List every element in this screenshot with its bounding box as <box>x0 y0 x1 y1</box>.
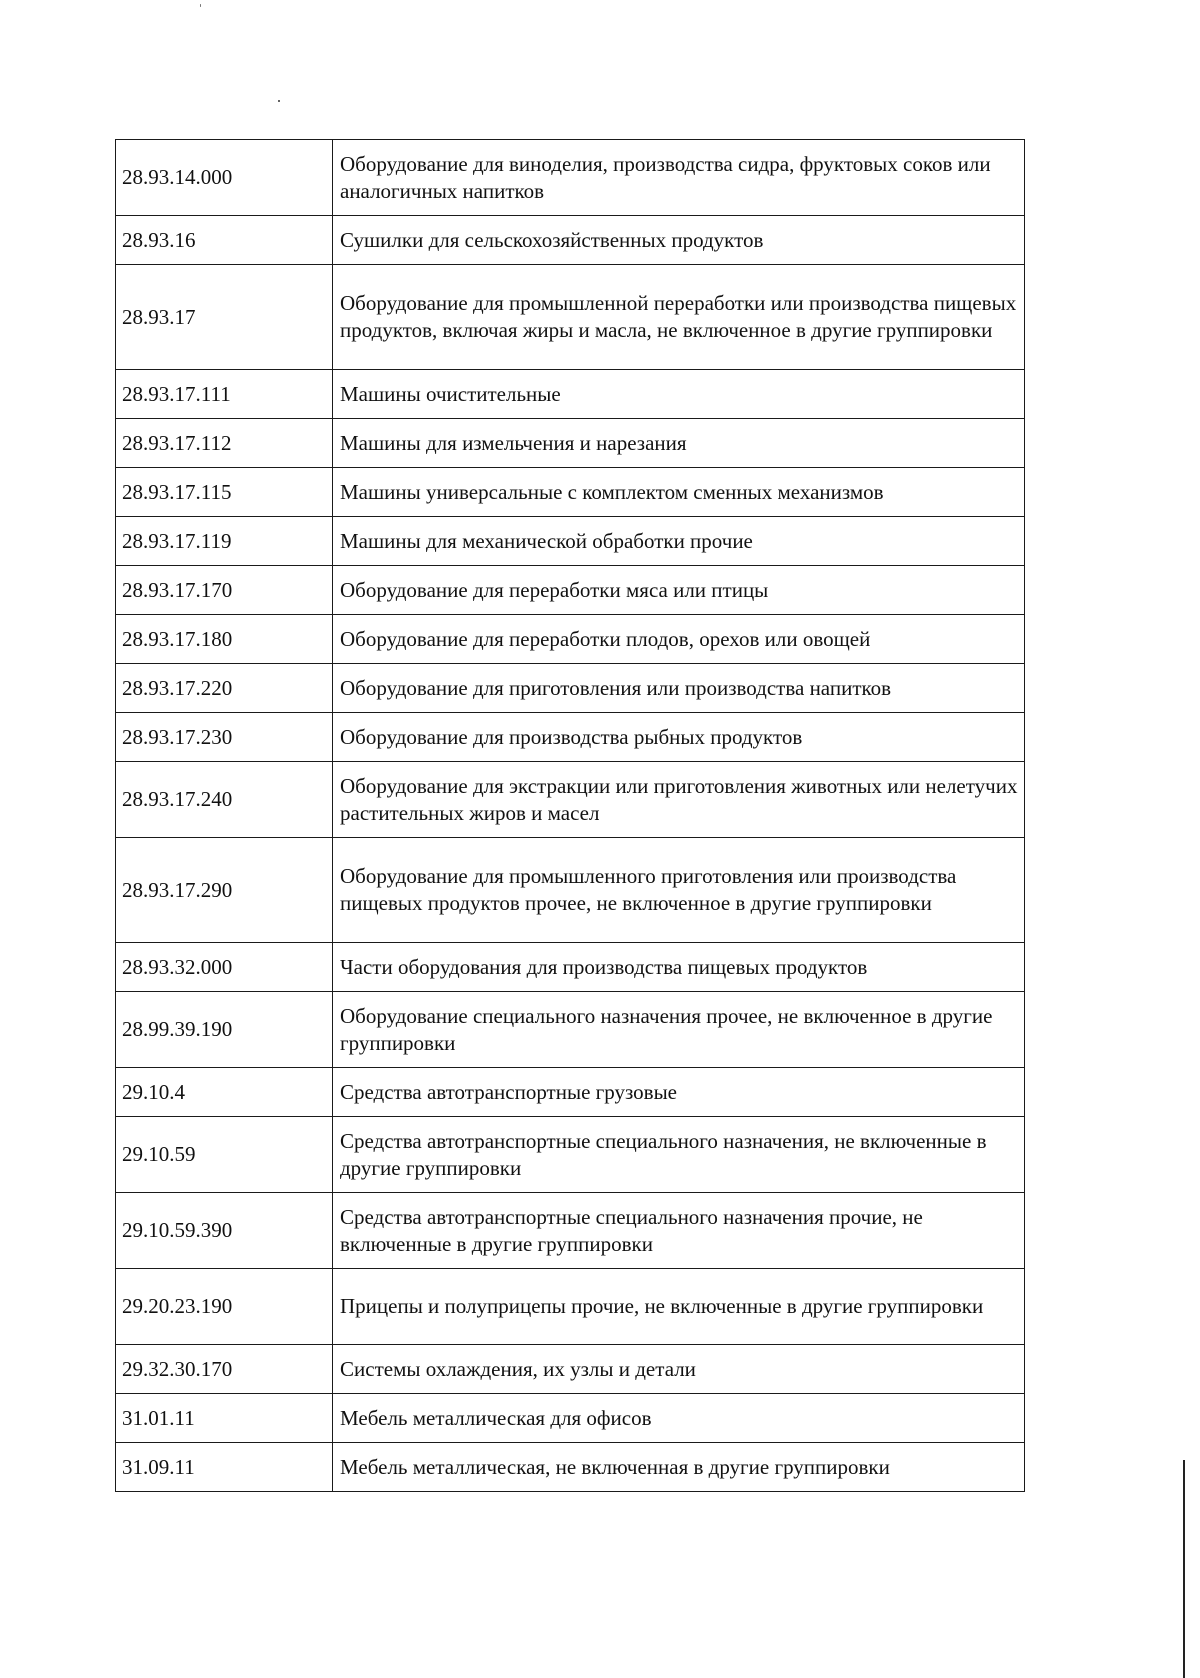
code-cell: 28.93.14.000 <box>116 140 333 216</box>
code-cell: 31.09.11 <box>116 1443 333 1492</box>
description-cell: Машины универсальные с комплектом сменных механизмов <box>333 468 1025 517</box>
scan-speck <box>278 100 280 102</box>
code-cell: 28.93.17.115 <box>116 468 333 517</box>
code-cell: 28.93.32.000 <box>116 943 333 992</box>
table-row <box>116 419 1025 468</box>
description-cell: Системы охлаждения, их узлы и детали <box>333 1345 1025 1394</box>
table-row <box>116 1117 1025 1193</box>
code-cell: 28.93.17.230 <box>116 713 333 762</box>
description-cell: Средства автотранспортные специального назначения прочие, не включенные в другие группировки <box>333 1193 1025 1269</box>
description-cell: Прицепы и полуприцепы прочие, не включенные в другие группировки <box>333 1269 1025 1345</box>
code-cell: 28.93.17.180 <box>116 615 333 664</box>
code-cell: 29.10.59.390 <box>116 1193 333 1269</box>
code-cell: 28.93.16 <box>116 216 333 265</box>
description-cell: Средства автотранспортные специального назначения, не включенные в другие группировки <box>333 1117 1025 1193</box>
table-row <box>116 566 1025 615</box>
code-cell: 28.93.17.290 <box>116 838 333 943</box>
table-row <box>116 615 1025 664</box>
code-cell: 28.93.17.170 <box>116 566 333 615</box>
code-cell: 29.32.30.170 <box>116 1345 333 1394</box>
table-row <box>116 517 1025 566</box>
description-cell: Средства автотранспортные грузовые <box>333 1068 1025 1117</box>
table-row <box>116 1394 1025 1443</box>
code-cell: 29.10.59 <box>116 1117 333 1193</box>
table-row <box>116 838 1025 943</box>
description-cell: Машины очистительные <box>333 370 1025 419</box>
description-cell: Оборудование для виноделия, производства сидра, фруктовых соков или аналогичных напитков <box>333 140 1025 216</box>
code-cell: 29.20.23.190 <box>116 1269 333 1345</box>
description-cell: Сушилки для сельскохозяйственных продуктов <box>333 216 1025 265</box>
table-row <box>116 370 1025 419</box>
description-cell: Оборудование для производства рыбных продуктов <box>333 713 1025 762</box>
table-row <box>116 216 1025 265</box>
table-row <box>116 992 1025 1068</box>
code-cell: 28.93.17 <box>116 265 333 370</box>
code-cell: 28.93.17.111 <box>116 370 333 419</box>
description-cell: Оборудование для экстракции или приготовления животных или нелетучих растительных жиров и масел <box>333 762 1025 838</box>
code-cell: 28.93.17.112 <box>116 419 333 468</box>
scan-speck <box>200 4 201 7</box>
description-cell: Оборудование для переработки мяса или птицы <box>333 566 1025 615</box>
table-row <box>116 1345 1025 1394</box>
okpd-codes-table <box>115 139 1025 1492</box>
table-row <box>116 1269 1025 1345</box>
code-cell: 28.93.17.220 <box>116 664 333 713</box>
description-cell: Части оборудования для производства пищевых продуктов <box>333 943 1025 992</box>
table-row <box>116 713 1025 762</box>
description-cell: Оборудование для промышленного приготовления или производства пищевых продуктов прочее, не включенное в другие группировки <box>333 838 1025 943</box>
description-cell: Мебель металлическая, не включенная в другие группировки <box>333 1443 1025 1492</box>
description-cell: Мебель металлическая для офисов <box>333 1394 1025 1443</box>
table-row <box>116 943 1025 992</box>
table-row <box>116 468 1025 517</box>
table-row <box>116 1443 1025 1492</box>
code-cell: 28.93.17.119 <box>116 517 333 566</box>
description-cell: Оборудование специального назначения прочее, не включенное в другие группировки <box>333 992 1025 1068</box>
description-cell: Машины для измельчения и нарезания <box>333 419 1025 468</box>
code-cell: 28.93.17.240 <box>116 762 333 838</box>
scan-edge-line <box>1183 1460 1185 1678</box>
code-cell: 29.10.4 <box>116 1068 333 1117</box>
table-row <box>116 1068 1025 1117</box>
description-cell: Оборудование для приготовления или производства напитков <box>333 664 1025 713</box>
table-row <box>116 762 1025 838</box>
description-cell: Оборудование для переработки плодов, орехов или овощей <box>333 615 1025 664</box>
description-cell: Машины для механической обработки прочие <box>333 517 1025 566</box>
code-cell: 28.99.39.190 <box>116 992 333 1068</box>
table-row <box>116 1193 1025 1269</box>
description-cell: Оборудование для промышленной переработки или производства пищевых продуктов, включая жиры и масла, не включенное в другие группировки <box>333 265 1025 370</box>
table-row <box>116 140 1025 216</box>
table-row <box>116 265 1025 370</box>
code-cell: 31.01.11 <box>116 1394 333 1443</box>
table-row <box>116 664 1025 713</box>
